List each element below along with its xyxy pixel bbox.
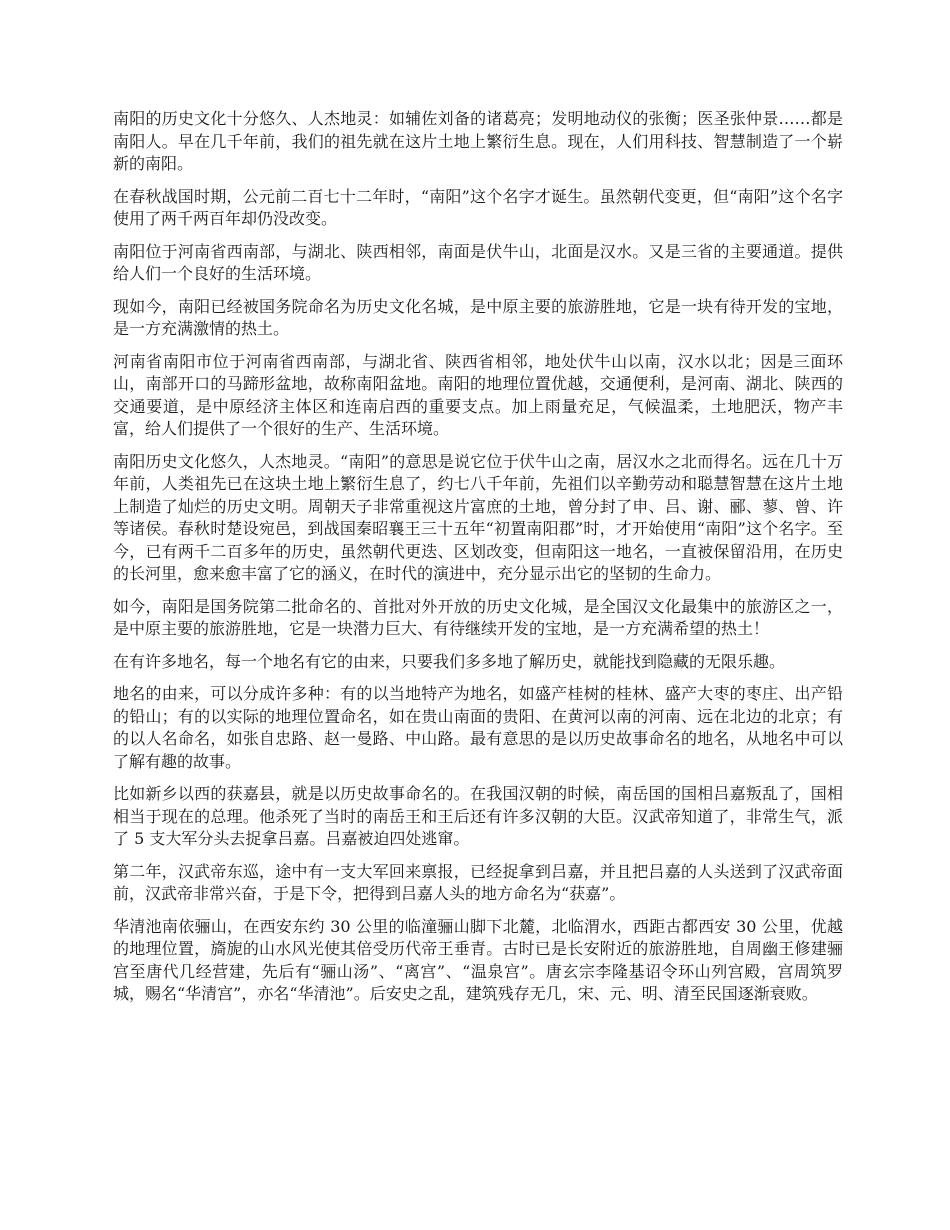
paragraph-3: 南阳位于河南省西南部，与湖北、陕西相邻，南面是伏牛山，北面是汉水。又是三省的主要通道。提供给人们一个良好的生活环境。	[113, 241, 843, 283]
paragraph-9: 地名的由来，可以分成许多种：有的以当地特产为地名，如盛产桂树的桂林、盛产大枣的枣庄、出产铅的铅山；有的以实际的地理位置命名，如在贵山南面的贵阳、在黄河以南的河南、远在北边的北京；有的以人名命名，如张自忠路、赵一曼路、中山路。最有意思的是以历史故事命名的地名，从地名中可以了解有趣的故事。	[113, 684, 843, 771]
paragraph-1: 南阳的历史文化十分悠久、人杰地灵：如辅佐刘备的诸葛亮；发明地动仪的张衡；医圣张仲景……都是南阳人。早在几千年前，我们的祖先就在这片土地上繁衍生息。现在，人们用科技、智慧制造了一个崭新的南阳。	[113, 109, 843, 173]
paragraph-4: 现如今，南阳已经被国务院命名为历史文化名城，是中原主要的旅游胜地，它是一块有待开发的宝地，是一方充满激情的热土。	[113, 296, 843, 338]
paragraph-5: 河南省南阳市位于河南省西南部，与湖北省、陕西省相邻，地处伏牛山以南，汉水以北；因是三面环山，南部开口的马蹄形盆地，故称南阳盆地。南阳的地理位置优越，交通便利，是河南、湖北、陕西的交通要道，是中原经济主体区和连南启西的重要支点。加上雨量充足，气候温柔，土地肥沃，物产丰富，给人们提供了一个很好的生产、生活环境。	[113, 351, 843, 438]
paragraph-10: 比如新乡以西的获嘉县，就是以历史故事命名的。在我国汉朝的时候，南岳国的国相吕嘉叛乱了，国相相当于现在的总理。他杀死了当时的南岳王和王后还有许多汉朝的大臣。汉武帝知道了，非常生气，派了 5 支大军分头去捉拿吕嘉。吕嘉被迫四处逃窜。	[113, 784, 843, 848]
paragraph-8: 在有许多地名，每一个地名有它的由来，只要我们多多地了解历史，就能找到隐藏的无限乐趣。	[113, 651, 786, 671]
paragraph-6: 南阳历史文化悠久，人杰地灵。“南阳”的意思是说它位于伏牛山之南，居汉水之北而得名。远在几十万年前，人类祖先已在这块土地上繁衍生息了，约七八千年前，先祖们以辛勤劳动和聪慧智慧在这片土地上制造了灿烂的历史文明。周朝天子非常重视这片富庶的土地，曾分封了申、吕、谢、郦、蓼、曾、许等诸侯。春秋时楚设宛邑，到战国秦昭襄王三十五年“初置南阳郡”时，才开始使用“南阳”这个名字。至今，已有两千二百多年的历史，虽然朝代更迭、区划改变，但南阳这一地名，一直被保留沿用，在历史的长河里，愈来愈丰富了它的涵义，在时代的演进中，充分显示出它的坚韧的生命力。	[113, 451, 843, 583]
document-body	[113, 108, 843, 1016]
paragraph-7: 如今，南阳是国务院第二批命名的、首批对外开放的历史文化城，是全国汉文化最集中的旅游区之一，是中原主要的旅游胜地，它是一块潜力巨大、有待继续开发的宝地，是一方充满希望的热土！	[113, 596, 843, 638]
paragraph-11: 第二年，汉武帝东巡，途中有一支大军回来禀报，已经捉拿到吕嘉，并且把吕嘉的人头送到了汉武帝面前，汉武帝非常兴奋，于是下令，把得到吕嘉人头的地方命名为“获嘉”。	[113, 861, 843, 903]
paragraph-12: 华清池南依骊山，在西安东约 30 公里的临潼骊山脚下北麓，北临渭水，西距古都西安 30 公里，优越的地理位置，旖旎的山水风光使其倍受历代帝王垂青。古时已是长安附近的旅游胜地，自周幽王修建骊宫至唐代几经营建，先后有“骊山汤”、“离宫”、“温泉宫”。唐玄宗李隆基诏令环山列宫殿，宫周筑罗城，赐名“华清宫”，亦名“华清池”。后安史之乱，建筑残存无几，宋、元、明、清至民国逐渐衰败。	[113, 916, 843, 1003]
paragraph-2: 在春秋战国时期，公元前二百七十二年时，“南阳”这个名字才诞生。虽然朝代变更，但“南阳”这个名字使用了两千两百年却仍没改变。	[113, 186, 843, 228]
